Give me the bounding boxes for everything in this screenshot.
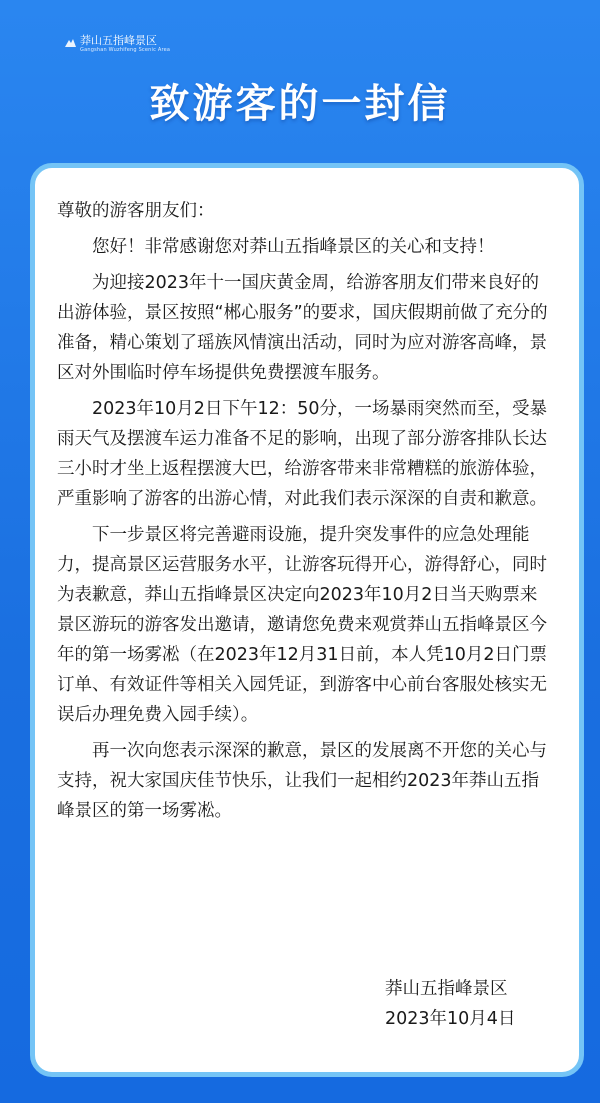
paragraph-greeting: 您好！非常感谢您对莽山五指峰景区的关心和支持！ bbox=[92, 237, 495, 257]
mountain-logo-icon bbox=[64, 36, 77, 49]
letter-body bbox=[57, 196, 554, 826]
logo-name: 莽山五指峰景区 bbox=[80, 34, 157, 47]
letter-date: 2023年10月4日 bbox=[385, 1009, 516, 1029]
letter-card bbox=[30, 163, 584, 1077]
signature: 莽山五指峰景区 bbox=[385, 979, 508, 999]
paragraph-closing: 再一次向您表示深深的歉意，景区的发展离不开您的关心与支持，祝大家国庆佳节快乐，让我们一起相约2023年莽山五指峰景区的第一场雾凇。 bbox=[57, 741, 547, 821]
signature-block bbox=[385, 974, 515, 1034]
salutation: 尊敬的游客朋友们： bbox=[57, 201, 215, 221]
paragraph-preparation: 为迎接2023年十一国庆黄金周，给游客朋友们带来良好的出游体验，景区按照“郴心服务”的要求，国庆假期前做了充分的准备，精心策划了瑶族风情演出活动，同时为应对游客高峰，景区对外围临时停车场提供免费摆渡车服务。 bbox=[57, 273, 548, 383]
logo-subtitle: Gangshan Wuzhifeng Scenic Area bbox=[80, 47, 171, 53]
paragraph-incident: 2023年10月2日下午12：50分，一场暴雨突然而至，受暴雨天气及摆渡车运力准备不足的影响，出现了部分游客排队长达三小时才坐上返程摆渡大巴，给游客带来非常糟糕的旅游体验，严重影响了游客的出游心情，对此我们表示深深的自责和歉意。 bbox=[57, 399, 547, 509]
paragraph-compensation: 下一步景区将完善避雨设施，提升突发事件的应急处理能力，提高景区运营服务水平，让游客玩得开心，游得舒心，同时为表歉意，莽山五指峰景区决定向2023年10月2日当天购票来景区游玩的游客发出邀请，邀请您免费来观赏莽山五指峰景区今年的第一场雾凇（在2023年12月31日前，本人凭10月2日门票订单、有效证件等相关入园凭证，到游客中心前台客服处核实无误后办理免费入园手续）。 bbox=[57, 525, 547, 725]
scenic-area-logo bbox=[80, 34, 170, 54]
page-title: 致游客的一封信 bbox=[149, 81, 451, 127]
